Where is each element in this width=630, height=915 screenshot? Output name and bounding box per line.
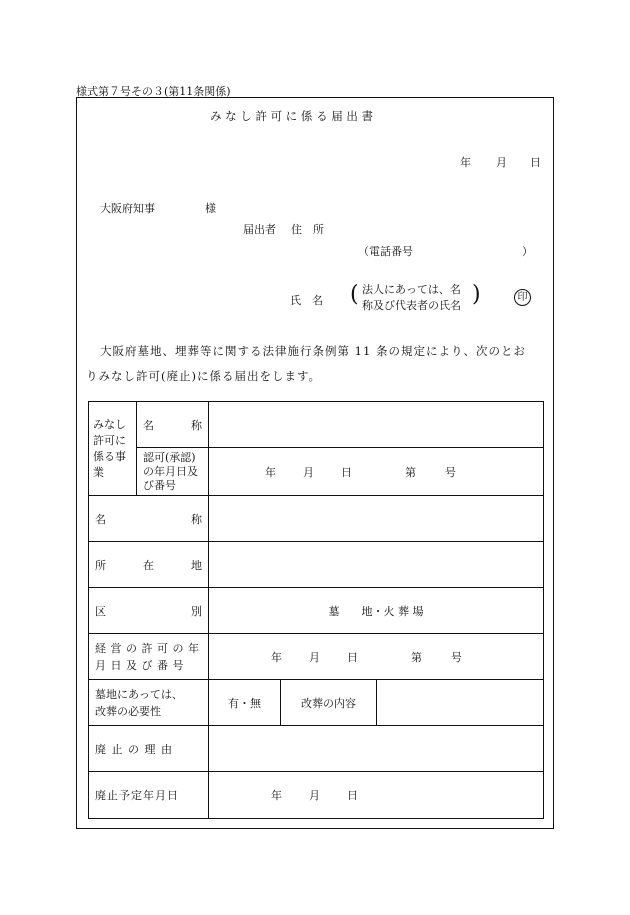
date-day: 日	[530, 156, 541, 169]
mgmt-permit-label: 経 営 の 許 可 の 年 月 日 及 び 番 号	[89, 634, 209, 680]
name-label: 氏 名	[290, 294, 323, 307]
name-value[interactable]	[209, 496, 544, 542]
addressee-honorific: 様	[205, 202, 216, 215]
business-name-value[interactable]	[209, 402, 544, 448]
corp-note	[362, 282, 461, 314]
business-label-3: 係る事	[93, 449, 126, 463]
reason-row	[89, 726, 544, 772]
business-label-cell	[89, 402, 137, 496]
mgmt-permit-value[interactable]: 年 月 日 第 号	[209, 634, 544, 680]
category-label-cell: 区 別	[89, 588, 209, 634]
body-line-1: 大阪府墓地、埋葬等に関する法律施行条例第 11 条の規定により、次のとお	[100, 344, 526, 358]
planned-date-value[interactable]: 年 月 日	[209, 772, 544, 819]
business-permit-label: 認可(承認) の年月日及 び番号	[137, 448, 209, 496]
name-row	[89, 496, 544, 542]
form-number: 様式第７号その３(第11条関係)	[76, 85, 231, 98]
phone-close: ）	[522, 245, 533, 258]
business-label-1: みなし	[93, 417, 126, 431]
business-label-4: 業	[93, 465, 104, 479]
corp-note-line2: 称及び代表者の氏名	[362, 299, 461, 312]
seal-mark: 印	[514, 289, 531, 306]
location-row	[89, 542, 544, 588]
reason-label: 廃 止 の 理 由	[89, 726, 209, 772]
reburial-label: 墓地にあっては、 改葬の必要性	[89, 680, 209, 726]
reason-value[interactable]	[209, 726, 544, 772]
form-title: み な し 許 可 に 係 る 届 出 書	[210, 109, 374, 123]
address-label: 住 所	[291, 223, 324, 236]
right-bracket: )	[472, 282, 481, 307]
location-value[interactable]	[209, 542, 544, 588]
business-name-row	[89, 402, 544, 448]
details-table	[88, 401, 544, 819]
date-year: 年	[460, 156, 471, 169]
addressee-name: 大阪府知事	[100, 202, 155, 215]
business-label-2: 許可に	[93, 433, 126, 447]
planned-date-label: 廃止予定年月日	[89, 772, 209, 819]
business-permit-value[interactable]: 年 月 日 第 号	[209, 448, 544, 496]
reburial-content-value[interactable]	[377, 680, 544, 726]
category-value[interactable]: 墓 地・火 葬 場	[209, 588, 544, 634]
corp-note-line1: 法人にあっては、名	[362, 283, 461, 296]
left-bracket: (	[350, 282, 359, 307]
body-line-2: りみなし許可(廃止)に係る届出をします。	[86, 369, 322, 383]
applicant-label: 届出者	[243, 223, 276, 236]
business-permit-row	[89, 448, 544, 496]
phone-label: （電話番号	[358, 245, 413, 258]
planned-date-row	[89, 772, 544, 819]
name-label-cell: 名 称	[89, 496, 209, 542]
reburial-choice[interactable]: 有・無	[209, 680, 281, 726]
business-name-label: 名 称	[137, 402, 209, 448]
mgmt-permit-row	[89, 634, 544, 680]
reburial-content-label: 改葬の内容	[281, 680, 377, 726]
category-row	[89, 588, 544, 634]
date-month: 月	[496, 156, 507, 169]
reburial-row	[89, 680, 544, 726]
location-label-cell: 所 在 地	[89, 542, 209, 588]
